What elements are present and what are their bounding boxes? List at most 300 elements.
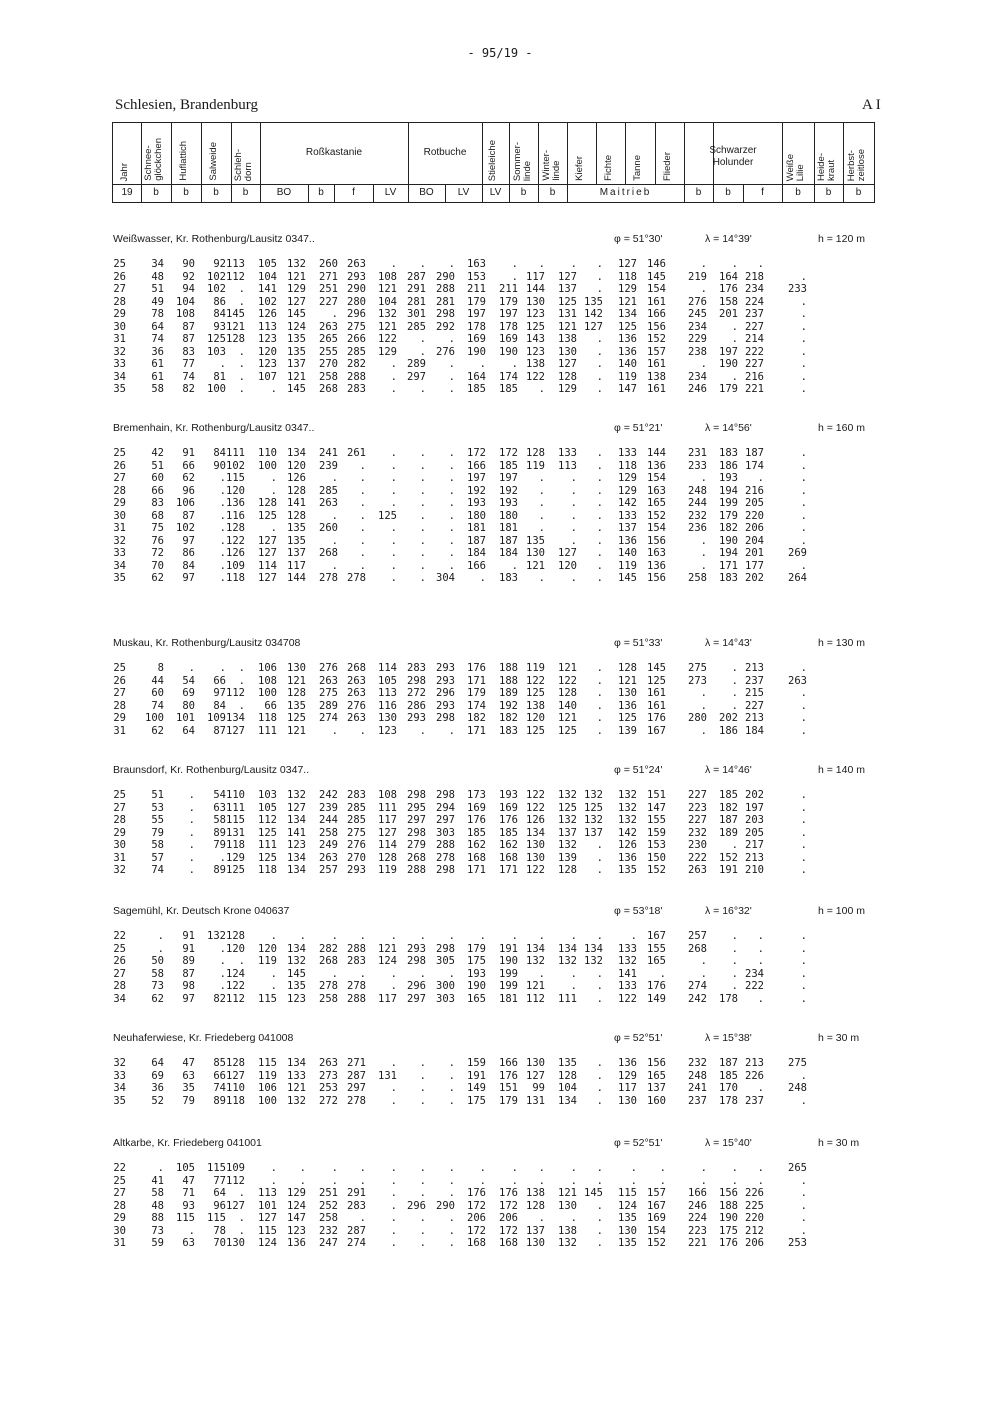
value-cell: 223 — [688, 801, 707, 814]
value-cell: 115 — [618, 1187, 637, 1199]
value-cell: 129 — [618, 484, 637, 497]
value-cell: . — [731, 320, 738, 333]
value-cell: 265 — [788, 1162, 807, 1174]
value-cell: . — [538, 522, 545, 534]
year-cell: 30 — [113, 509, 126, 522]
value-cell: 172 — [467, 1224, 486, 1237]
value-cell: . — [331, 1162, 338, 1174]
value-cell: . — [731, 1174, 738, 1187]
value-cell: 34 — [151, 258, 164, 270]
value-cell: 127 — [258, 534, 277, 547]
value-cell: 126 — [287, 472, 306, 484]
value-cell: 133 — [618, 447, 637, 459]
value-cell: 74 — [213, 1082, 226, 1094]
value-cell: . — [188, 826, 195, 839]
value-cell: 132 — [558, 789, 577, 801]
code-cell: LV — [384, 187, 397, 198]
station-latitude: φ = 51°33' — [614, 637, 663, 649]
header-jahr: Jahr — [119, 162, 130, 181]
value-cell: 255 — [319, 345, 338, 358]
section-id: A I — [862, 97, 881, 113]
station-longitude: λ = 14°39' — [705, 233, 752, 245]
year-cell: 27 — [113, 283, 126, 295]
value-cell: 161 — [647, 383, 666, 395]
table-row — [0, 1200, 1000, 1213]
value-cell: . — [157, 942, 164, 955]
value-cell: . — [800, 1212, 807, 1224]
value-cell: 66 — [151, 484, 164, 497]
value-cell: 136 — [647, 459, 666, 472]
value-cell: 79 — [182, 1094, 195, 1107]
value-cell: 185 — [719, 789, 738, 801]
value-cell: 218 — [745, 270, 764, 283]
value-cell: . — [390, 1174, 397, 1187]
value-cell: 188 — [719, 1199, 738, 1212]
value-cell: . — [448, 1082, 455, 1094]
value-cell: 181 — [499, 522, 518, 534]
value-cell: 36 — [151, 345, 164, 358]
value-cell: 124 — [378, 955, 397, 967]
value-cell: 149 — [647, 992, 666, 1005]
value-cell: 106 — [258, 1082, 277, 1094]
value-cell: 135 — [618, 1237, 637, 1249]
value-cell: 175 — [467, 1094, 486, 1107]
value-cell: . — [238, 699, 245, 712]
value-cell: . — [511, 1162, 518, 1174]
value-cell: 132 — [207, 930, 226, 942]
value-cell: . — [390, 980, 397, 992]
value-cell: 193 — [499, 497, 518, 509]
value-cell: 122 — [378, 333, 397, 345]
value-cell: 227 — [319, 295, 338, 308]
value-cell: . — [479, 358, 486, 370]
year-cell: 26 — [113, 459, 126, 472]
value-cell: 161 — [647, 699, 666, 712]
value-cell: 73 — [151, 980, 164, 992]
value-cell: 132 — [287, 1094, 306, 1107]
value-cell: 142 — [618, 497, 637, 509]
value-cell: 201 — [719, 308, 738, 320]
value-cell: . — [659, 967, 666, 980]
table-row — [0, 802, 1000, 815]
value-cell: 121 — [558, 320, 577, 333]
table-row — [0, 930, 1000, 943]
code-cell: b — [695, 187, 702, 198]
value-cell: 268 — [319, 547, 338, 559]
value-cell: 293 — [407, 712, 426, 724]
value-cell: 129 — [287, 283, 306, 295]
table-row — [0, 1175, 1000, 1188]
value-cell: 113 — [558, 459, 577, 472]
year-cell: 27 — [113, 472, 126, 484]
value-cell: 141 — [258, 283, 277, 295]
value-cell: . — [596, 1237, 603, 1249]
value-cell: 176 — [647, 980, 666, 992]
value-cell: . — [596, 270, 603, 283]
value-cell: 303 — [436, 992, 455, 1005]
value-cell: 135 — [584, 295, 603, 308]
value-cell: 112 — [226, 687, 245, 699]
value-cell: 110 — [258, 447, 277, 459]
table-row — [0, 687, 1000, 700]
value-cell: . — [731, 674, 738, 687]
value-cell: 110 — [226, 789, 245, 801]
value-cell: 234 — [688, 320, 707, 333]
value-cell: . — [448, 484, 455, 497]
value-cell: 244 — [688, 497, 707, 509]
value-cell: 121 — [558, 1187, 577, 1199]
value-cell: 134 — [558, 942, 577, 955]
value-cell: 132 — [378, 308, 397, 320]
value-cell: 121 — [226, 320, 245, 333]
year-cell: 28 — [113, 1199, 126, 1212]
value-cell: 171 — [467, 864, 486, 876]
value-cell: 187 — [499, 534, 518, 547]
value-cell: 156 — [647, 1057, 666, 1069]
value-cell: 169 — [499, 333, 518, 345]
value-cell: 103 — [207, 345, 226, 358]
value-cell: 151 — [499, 1082, 518, 1094]
value-cell: 129 — [287, 1187, 306, 1199]
value-cell: 130 — [526, 839, 545, 851]
table-row — [0, 980, 1000, 993]
value-cell: . — [800, 1187, 807, 1199]
value-cell: . — [448, 447, 455, 459]
value-cell: . — [448, 1187, 455, 1199]
value-cell: 125 — [558, 801, 577, 814]
value-cell: . — [238, 662, 245, 674]
value-cell: 296 — [407, 980, 426, 992]
value-cell: 134 — [226, 712, 245, 724]
value-cell: 89 — [213, 826, 226, 839]
value-cell: 59 — [151, 1237, 164, 1249]
value-cell: . — [700, 283, 707, 295]
value-cell: 154 — [647, 472, 666, 484]
value-cell: 187 — [719, 1057, 738, 1069]
value-cell: 215 — [745, 687, 764, 699]
value-cell: . — [596, 447, 603, 459]
value-cell: 147 — [287, 1212, 306, 1224]
value-cell: 142 — [584, 308, 603, 320]
value-cell: 232 — [688, 509, 707, 522]
value-cell: 123 — [287, 839, 306, 851]
value-cell: 278 — [436, 851, 455, 864]
value-cell: . — [219, 534, 226, 547]
code-cell: LV — [457, 187, 470, 198]
value-cell: 276 — [688, 295, 707, 308]
value-cell: 146 — [647, 258, 666, 270]
value-cell: . — [570, 522, 577, 534]
value-cell: 138 — [558, 1224, 577, 1237]
year-cell: 33 — [113, 358, 126, 370]
value-cell: 189 — [719, 826, 738, 839]
value-cell: . — [390, 370, 397, 383]
value-cell: 58 — [151, 967, 164, 980]
value-cell: . — [731, 333, 738, 345]
value-cell: 211 — [467, 283, 486, 295]
value-cell: . — [390, 930, 397, 942]
value-cell: 202 — [745, 789, 764, 801]
value-cell: . — [800, 980, 807, 992]
value-cell: . — [219, 942, 226, 955]
value-cell: 115 — [226, 472, 245, 484]
value-cell: . — [800, 358, 807, 370]
value-cell: 47 — [182, 1057, 195, 1069]
value-cell: 253 — [319, 1082, 338, 1094]
value-cell: 113 — [258, 1187, 277, 1199]
value-cell: . — [757, 258, 764, 270]
year-cell: 31 — [113, 851, 126, 864]
table-row — [0, 358, 1000, 371]
value-cell: . — [757, 942, 764, 955]
value-cell: 121 — [526, 980, 545, 992]
value-cell: 241 — [319, 447, 338, 459]
value-cell: . — [270, 930, 277, 942]
value-cell: 205 — [745, 497, 764, 509]
value-cell: . — [596, 534, 603, 547]
value-cell: 132 — [558, 955, 577, 967]
value-cell: 58 — [213, 814, 226, 826]
value-cell: . — [419, 258, 426, 270]
value-cell: 122 — [526, 370, 545, 383]
value-cell: 212 — [745, 1224, 764, 1237]
value-cell: 125 — [287, 712, 306, 724]
value-cell: 78 — [151, 308, 164, 320]
table-row — [0, 1187, 1000, 1200]
value-cell: 120 — [558, 559, 577, 572]
value-cell: 121 — [287, 370, 306, 383]
value-cell: 134 — [558, 1094, 577, 1107]
value-cell: 125 — [378, 509, 397, 522]
value-cell: 293 — [436, 699, 455, 712]
value-cell: 118 — [226, 839, 245, 851]
value-cell: 246 — [688, 383, 707, 395]
value-cell: 154 — [647, 1224, 666, 1237]
value-cell: . — [700, 358, 707, 370]
header-schlehdorn: Schleh- dorn — [233, 148, 254, 181]
value-cell: . — [390, 534, 397, 547]
value-cell: 115 — [207, 1212, 226, 1224]
value-cell: . — [238, 383, 245, 395]
year-cell: 29 — [113, 826, 126, 839]
value-cell: . — [219, 522, 226, 534]
value-cell: . — [359, 1162, 366, 1174]
value-cell: . — [419, 472, 426, 484]
value-cell: 64 — [151, 320, 164, 333]
station-longitude: λ = 14°43' — [705, 637, 752, 649]
value-cell: 152 — [719, 851, 738, 864]
value-cell: 136 — [618, 1057, 637, 1069]
value-cell: . — [188, 851, 195, 864]
value-cell: 44 — [151, 674, 164, 687]
value-cell: 108 — [378, 789, 397, 801]
year-cell: 29 — [113, 712, 126, 724]
value-cell: 85 — [213, 1057, 226, 1069]
value-cell: 63 — [182, 1069, 195, 1082]
value-cell: 193 — [467, 497, 486, 509]
value-cell: 258 — [319, 1212, 338, 1224]
value-cell: 128 — [287, 484, 306, 497]
value-cell: . — [596, 497, 603, 509]
value-cell: 60 — [151, 687, 164, 699]
value-cell: 134 — [287, 851, 306, 864]
value-cell: 237 — [745, 308, 764, 320]
value-cell: 112 — [226, 1174, 245, 1187]
value-cell: . — [757, 1174, 764, 1187]
value-cell: 152 — [647, 509, 666, 522]
value-cell: . — [570, 534, 577, 547]
value-cell: 285 — [347, 801, 366, 814]
code-cell: b — [795, 187, 801, 198]
value-cell: 132 — [584, 789, 603, 801]
value-cell: 104 — [258, 270, 277, 283]
year-cell: 26 — [113, 674, 126, 687]
value-cell: 55 — [151, 814, 164, 826]
value-cell: 84 — [182, 559, 195, 572]
value-cell: 130 — [526, 1237, 545, 1249]
value-cell: 248 — [688, 484, 707, 497]
value-cell: 183 — [719, 447, 738, 459]
table-row — [0, 814, 1000, 827]
value-cell: 268 — [319, 955, 338, 967]
value-cell: . — [448, 509, 455, 522]
value-cell: . — [700, 687, 707, 699]
value-cell: 134 — [287, 814, 306, 826]
value-cell: . — [238, 370, 245, 383]
value-cell: 35 — [182, 1082, 195, 1094]
value-cell: . — [331, 930, 338, 942]
value-cell: 202 — [719, 712, 738, 724]
value-cell: . — [800, 383, 807, 395]
value-cell: . — [538, 1162, 545, 1174]
value-cell: 138 — [526, 358, 545, 370]
value-cell: 275 — [319, 687, 338, 699]
value-cell: 274 — [319, 712, 338, 724]
value-cell: 159 — [467, 1057, 486, 1069]
table-row — [0, 852, 1000, 865]
value-cell: 112 — [258, 814, 277, 826]
value-cell: 166 — [467, 459, 486, 472]
value-cell: 126 — [258, 308, 277, 320]
value-cell: 48 — [151, 1199, 164, 1212]
value-cell: 99 — [532, 1082, 545, 1094]
value-cell: . — [359, 547, 366, 559]
value-cell: 197 — [467, 308, 486, 320]
value-cell: 152 — [647, 333, 666, 345]
value-cell: . — [700, 534, 707, 547]
value-cell: . — [419, 497, 426, 509]
value-cell: 221 — [688, 1237, 707, 1249]
value-cell: 305 — [436, 955, 455, 967]
value-cell: 151 — [647, 789, 666, 801]
value-cell: . — [570, 572, 577, 584]
value-cell: 144 — [526, 283, 545, 295]
value-cell: . — [390, 447, 397, 459]
value-cell: . — [596, 864, 603, 876]
station-altitude: h = 140 m — [818, 764, 865, 776]
year-cell: 22 — [113, 1162, 126, 1174]
value-cell: 169 — [499, 801, 518, 814]
value-cell: . — [800, 497, 807, 509]
value-cell: 178 — [499, 320, 518, 333]
year-cell: 25 — [113, 1174, 126, 1187]
table-row — [0, 1162, 1000, 1175]
value-cell: 234 — [745, 283, 764, 295]
value-cell: . — [596, 345, 603, 358]
value-cell: 108 — [258, 674, 277, 687]
value-cell: 120 — [226, 942, 245, 955]
value-cell: . — [238, 1212, 245, 1224]
year-cell: 34 — [113, 559, 126, 572]
value-cell: 126 — [526, 814, 545, 826]
value-cell: . — [479, 1174, 486, 1187]
value-cell: 298 — [436, 942, 455, 955]
value-cell: . — [359, 509, 366, 522]
value-cell: . — [596, 1162, 603, 1174]
value-cell: 268 — [688, 942, 707, 955]
value-cell: 104 — [176, 295, 195, 308]
value-cell: 162 — [499, 839, 518, 851]
value-cell: 298 — [436, 789, 455, 801]
value-cell: 125 — [258, 509, 277, 522]
value-cell: 147 — [618, 383, 637, 395]
value-cell: 117 — [618, 1082, 637, 1094]
value-cell: . — [800, 534, 807, 547]
value-cell: 132 — [618, 789, 637, 801]
value-cell: 273 — [688, 674, 707, 687]
value-cell: 288 — [347, 992, 366, 1005]
value-cell: 157 — [647, 1187, 666, 1199]
value-cell: . — [731, 955, 738, 967]
value-cell: 161 — [647, 687, 666, 699]
table-row — [0, 371, 1000, 384]
value-cell: . — [359, 724, 366, 737]
value-cell: 186 — [719, 459, 738, 472]
value-cell: 168 — [467, 851, 486, 864]
value-cell: 188 — [499, 674, 518, 687]
value-cell: . — [659, 1162, 666, 1174]
value-cell: 69 — [151, 1069, 164, 1082]
header-sommerlinde: Sommer- linde — [512, 141, 533, 181]
value-cell: 137 — [558, 283, 577, 295]
value-cell: 136 — [618, 345, 637, 358]
value-cell: . — [219, 980, 226, 992]
value-cell: 170 — [719, 1082, 738, 1094]
value-cell: 274 — [688, 980, 707, 992]
value-cell: . — [731, 980, 738, 992]
value-cell: 135 — [287, 534, 306, 547]
value-cell: 188 — [499, 662, 518, 674]
value-cell: . — [800, 320, 807, 333]
value-cell: . — [479, 572, 486, 584]
value-cell: 111 — [226, 447, 245, 459]
value-cell: 118 — [618, 459, 637, 472]
value-cell: 227 — [688, 814, 707, 826]
value-cell: 121 — [618, 295, 637, 308]
value-cell: 197 — [719, 345, 738, 358]
value-cell: . — [390, 1094, 397, 1107]
value-cell: 222 — [745, 345, 764, 358]
value-cell: 62 — [151, 724, 164, 737]
value-cell: 125 — [558, 295, 577, 308]
value-cell: 77 — [182, 358, 195, 370]
value-cell: . — [596, 967, 603, 980]
value-cell: 237 — [745, 674, 764, 687]
year-cell: 26 — [113, 270, 126, 283]
value-cell: 185 — [499, 383, 518, 395]
station-altitude: h = 130 m — [818, 637, 865, 649]
page-title: Schlesien, Brandenburg — [115, 97, 259, 113]
